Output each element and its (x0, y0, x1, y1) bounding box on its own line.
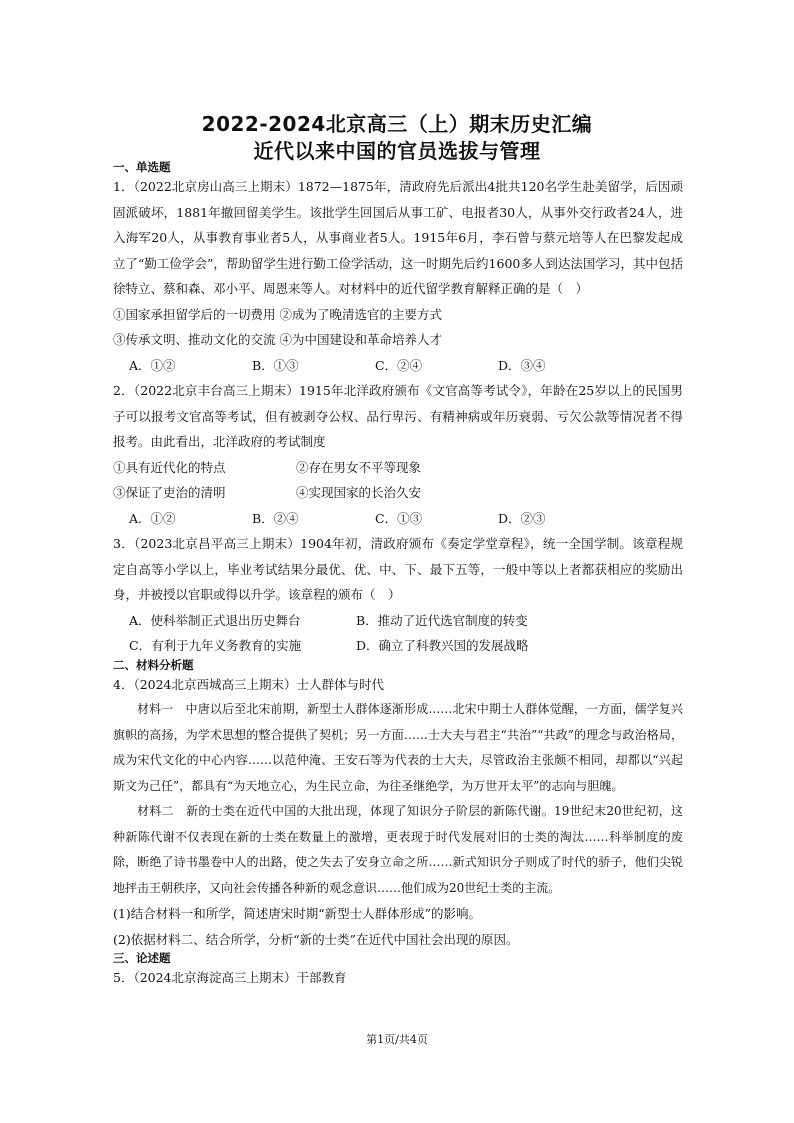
question-3 (113, 531, 683, 659)
option-b: B．推动了近代选官制度的转变 (356, 612, 528, 628)
document-title: 2022-2024北京高三（上）期末历史汇编 (201, 112, 593, 136)
document-body (113, 161, 683, 991)
option-c: C．①③ (375, 510, 423, 526)
question-2-options (113, 506, 683, 532)
question-2-statement-row (113, 455, 683, 481)
option-b: B．①③ (252, 357, 299, 373)
question-3-options (113, 608, 683, 634)
question-2 (113, 378, 683, 531)
question-1 (113, 174, 683, 378)
section-heading-essay: 三、论述题 (113, 951, 171, 965)
option-a: A．使科举制正式退出历史舞台 (129, 612, 301, 628)
question-4 (113, 672, 683, 953)
question-3-options (113, 633, 683, 659)
question-4-stem: 4．（2024北京西城高三上期末）士人群体与时代 (113, 676, 385, 692)
page-number: 第1页/共4页 (366, 1033, 428, 1046)
option-a: A．①② (129, 510, 176, 526)
statement-3: ③保证了吏治的清明 (113, 485, 226, 500)
statement-4: ④实现国家的长治久安 (296, 485, 422, 500)
question-5-stem: 5．（2024北京海淀高三上期末）干部教育 (113, 970, 347, 985)
question-4-ask-2: (2)依据材料二、结合所学，分析“新的士类”在近代中国社会出现的原因。 (113, 931, 519, 947)
option-a: A．①② (129, 357, 176, 373)
question-1-statement-line: ③传承文明、推动文化的交流 ④为中国建设和革命培养人才 (113, 332, 442, 347)
question-5 (113, 965, 683, 991)
question-1-stem: 1．（2022北京房山高三上期末）1872—1875年，清政府先后派出4批共120名学生赴美留学，后因顽固派破坏，1881年撤回留美学生。该批学生回国后从事工矿、电报者30人，从事外交行政者24人，进入海军20人，从事教育事业者5人，从事商业者5人。1915年6月，李石曾与蔡元培等人在巴黎发起成立了“勤工俭学会”，帮助留学生进行勤工俭学活动，这一时期先后约1600多人到达法国学习，其中包括徐特立、蔡和森、邓小平、周恩来等人。对材料中的近代留学教育解释正确的是（ ） (113, 179, 683, 296)
question-1-statement-line: ①国家承担留学后的一切费用 ②成为了晚清选官的主要方式 (113, 306, 442, 322)
statement-1: ①具有近代化的特点 (113, 459, 226, 475)
section-heading-single-choice: 一、单选题 (113, 160, 171, 174)
document-subtitle: 近代以来中国的官员选拔与管理 (253, 139, 541, 163)
question-1-options (113, 353, 683, 379)
question-2-statement-row (113, 480, 683, 506)
option-d: D．②③ (498, 510, 546, 526)
statement-2: ②存在男女不平等现象 (296, 459, 422, 475)
material-two: 材料二 新的士类在近代中国的大批出现，体现了知识分子阶层的新陈代谢。19世纪末20世纪初，这种新陈代谢不仅表现在新的士类在数量上的激增，更表现于时代发展对旧的士类的淘汰……科举制度的废除，断绝了诗书墨卷中人的出路，使之失去了安身立命之所……新式知识分子则成了时代的骄子，他们尖锐地抨击王朝秩序，又向社会传播各种新的观念意识……他们成为20世纪士类的主流。 (113, 804, 683, 895)
question-4-ask-1: (1)结合材料一和所学，简述唐宋时期“新型士人群体形成”的影响。 (113, 906, 481, 921)
question-3-stem: 3．（2023北京昌平高三上期末）1904年初，清政府颁布《奏定学堂章程》，统一全国学制。该章程规定自高等小学以上，毕业考试结果分最优、优、中、下、最下五等，一般中等以上者都获相应的奖励出身，并被授以官职或得以升学。该章程的颁布（ ） (113, 536, 683, 602)
section-heading-material-analysis: 二、材料分析题 (113, 657, 194, 672)
option-d: D．确立了科教兴国的发展战略 (356, 638, 529, 653)
option-b: B．②④ (252, 510, 299, 526)
question-2-stem: 2．（2022北京丰台高三上期末）1915年北洋政府颁布《文官高等考试令》，年龄在25岁以上的民国男子可以报考文官高等考试，但有被剥夺公权、品行卑污、有精神病或年历衰弱、亏欠公款等情况者不得报考。由此看出，北洋政府的考试制度 (113, 383, 683, 449)
option-d: D．③④ (498, 357, 546, 373)
option-c: C．②④ (375, 357, 423, 373)
material-one: 材料一 中唐以后至北宋前期，新型士人群体逐渐形成……北宋中期士人群体觉醒，一方面，儒学复兴旗帜的高扬，为学术思想的整合提供了契机；另一方面……士大夫与君主“共治”“共政”的理念与政治格局，成为宋代文化的中心内容……以范仲淹、王安石等为代表的士大夫，尽管政治主张颇不相同，却都以“兴起斯文为己任”，都具有“为天地立心，为生民立命，为往圣继绝学，为万世开太平”的志向与胆魄。 (113, 702, 683, 793)
option-c: C．有利于九年义务教育的实施 (129, 638, 302, 653)
